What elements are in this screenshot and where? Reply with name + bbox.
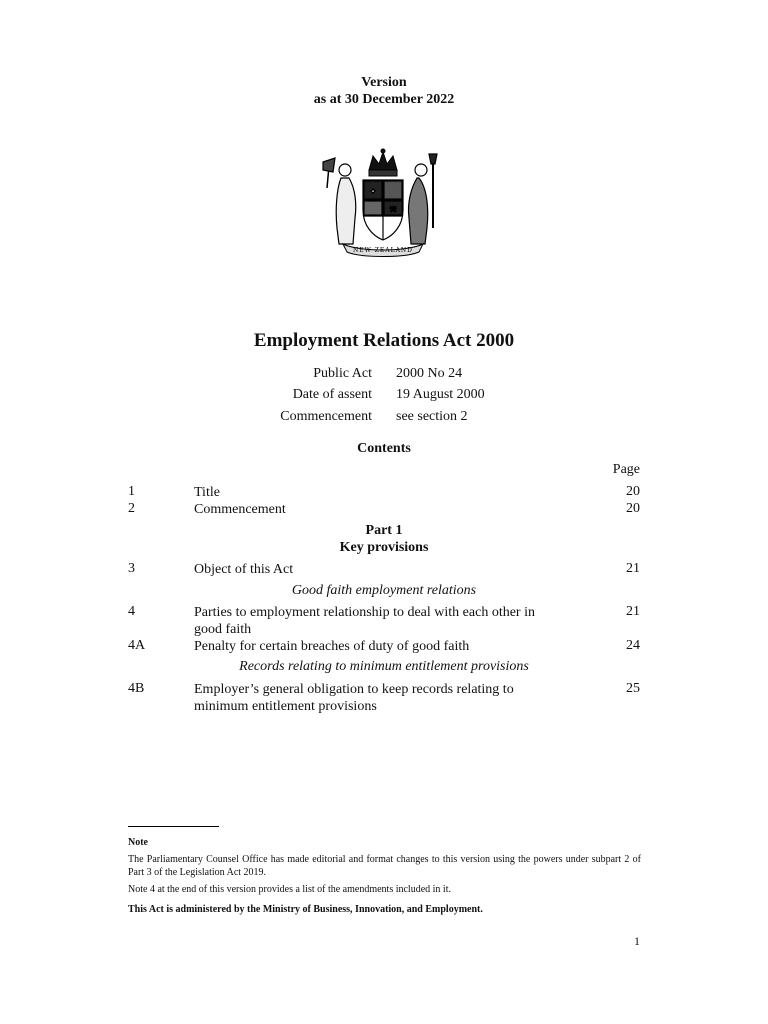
toc-entry-page: 21 [626,561,640,576]
footnote-rule [128,826,219,827]
version-block [0,74,768,108]
toc-entry-number: 4 [128,604,135,619]
toc-entry-page: 21 [626,604,640,619]
toc-entry-title[interactable]: Commencement [194,502,286,517]
svg-text:NEW ZEALAND: NEW ZEALAND [353,247,413,254]
meta-label-commencement: Commencement [280,409,372,424]
svg-text:✦: ✦ [369,187,377,196]
page-number: 1 [634,934,640,948]
toc-entry-number: 4B [128,681,145,696]
cross-heading: Records relating to minimum entitlement provisions [239,659,529,674]
toc-entry-number: 1 [128,484,135,499]
meta-value-public-act: 2000 No 24 [396,366,463,381]
part-label: Part 1 [365,523,403,538]
administered-by: This Act is administered by the Ministry of Business, Innovation, and Employment. [128,904,483,915]
cross-heading: Good faith employment relations [291,583,477,598]
toc-entry-page: 20 [626,484,640,499]
toc-entry-title[interactable]: Penalty for certain breaches of duty of good faith [194,639,470,654]
toc-entry-number: 4A [128,638,146,653]
note-paragraph: The Parliamentary Counsel Office has made editorial and format changes to this version using the powers under subpart 2 of Part 3 of the Legislation Act 2019. [128,854,641,878]
note-paragraph: Note 4 at the end of this version provides a list of the amendments included in it. [128,884,451,895]
toc-entry-number: 3 [128,561,135,576]
contents-heading: Contents [357,441,411,456]
toc-entry-number: 2 [128,501,135,516]
page-column-label: Page [612,462,640,477]
meta-label-public-act: Public Act [313,366,372,381]
act-title: Employment Relations Act 2000 [253,330,515,351]
toc-entry-title[interactable]: Parties to employment relationship to deal with each other in good faith [194,605,535,637]
meta-value-commencement: see section 2 [396,409,468,424]
version-label: Version [361,75,407,90]
meta-value-date-of-assent: 19 August 2000 [396,387,485,402]
part-heading: Key provisions [339,540,429,555]
nz-coat-of-arms-icon [319,148,447,260]
note-heading: Note [128,837,148,848]
version-date: as at 30 December 2022 [313,92,455,107]
meta-label-date-of-assent: Date of assent [292,387,372,402]
toc-entry-title[interactable]: Title [194,485,220,500]
toc-entry-page: 20 [626,501,640,516]
toc-entry-title[interactable]: Employer’s general obligation to keep records relating to minimum entitlement provisions [194,682,514,714]
toc-entry-title[interactable]: Object of this Act [194,562,294,577]
svg-text:⚒: ⚒ [389,205,397,214]
toc-entry-page: 25 [626,681,640,696]
toc-entry-page: 24 [626,638,640,653]
